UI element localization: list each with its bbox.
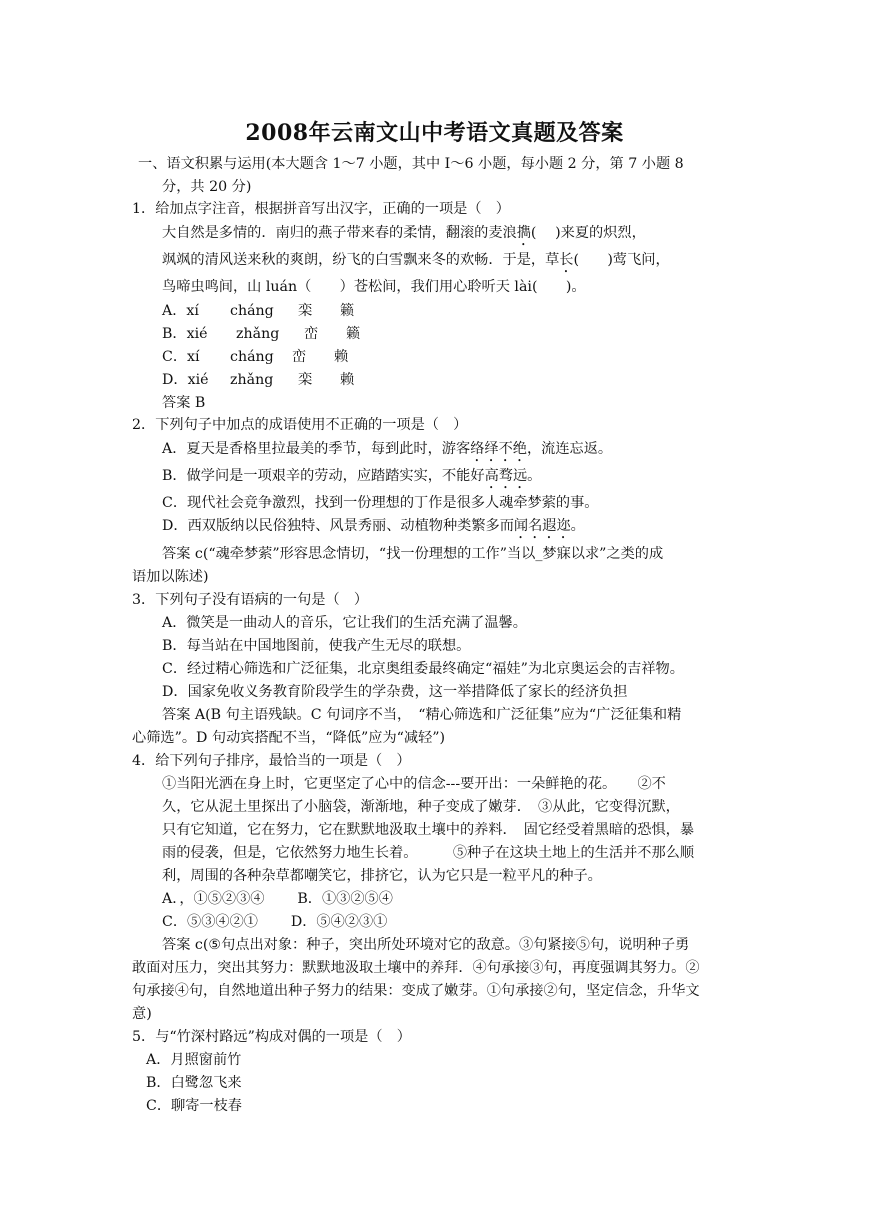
option-pinyin: zhǎng xyxy=(236,326,280,342)
q1-option-b xyxy=(162,325,360,343)
q4-passage-line: 利，周围的各种杂草都嘲笑它，排挤它，认为它只是一粒平凡的种子。 xyxy=(162,868,602,884)
option-letter: A．xí xyxy=(162,303,199,319)
q5-option-c: C．聊寄一枝春 xyxy=(146,1098,242,1114)
option-char: 籁 xyxy=(346,326,361,342)
q3-option-c: C．经过精心筛选和广泛征集，北京奥组委最终确定“福娃”为北京奥运会的吉祥物。 xyxy=(162,661,684,677)
q1-text: 大自然是多情的．南归的燕子带来春的柔情，翻滚的麦浪 xyxy=(162,225,517,241)
q1-answer: 答案 B xyxy=(162,395,206,411)
q4-passage-line: ①当阳光洒在身上时，它更坚定了心中的信念---要开出：一朵鲜艳的花。 ②不 xyxy=(162,776,666,792)
q4-passage-line: 只有它知道，它在努力，它在默默地汲取土壤中的养料． 固它经受着黑暗的恐惧，暴 xyxy=(162,822,695,838)
q2-text: D．西双版纳以民俗独特、风景秀丽、动植物种类繁多而 xyxy=(162,518,514,534)
option-pinyin: zhǎng xyxy=(230,372,274,388)
q4-answer: 答案 c(⑤句点出对象：种子，突出所处环境对它的敌意。③句紧接⑤句，说明种子勇 xyxy=(162,937,690,953)
option-char: 栾 xyxy=(298,372,313,388)
q1-passage-line xyxy=(162,224,646,249)
q1-passage-line xyxy=(162,251,670,276)
q2-answer: 答案 c(“魂牵梦萦”形容思念情切，“找一份理想的工作”当以_梦寐以求”之类的成 xyxy=(162,546,664,562)
q2-dotted-idiom: 闻名遐迩 xyxy=(513,518,571,534)
q5-option-a: A．月照窗前竹 xyxy=(146,1052,242,1068)
q2-option-d xyxy=(162,517,585,542)
q2-option-c: C．现代社会竞争激烈，找到一份理想的丁作是很多人魂牵梦萦的事。 xyxy=(162,495,599,511)
q1-text: 飒飒的清风送来秋的爽朗，纷飞的白雪飘来冬的欢畅．于是，草 xyxy=(162,252,560,268)
q1-option-d xyxy=(162,371,354,389)
q3-answer-cont: 心筛选”。D 句动宾搭配不当，“降低”应为“减轻”) xyxy=(132,730,446,746)
option-letter: B．xié xyxy=(162,326,208,342)
q2-text: 。 xyxy=(527,468,542,484)
q3-stem: 3．下列句子没有语病的一句是（ ） xyxy=(132,592,369,608)
section-heading: 一、语文积累与运用(本大题含 1～7 小题，其中 I～6 小题，每小题 2 分，第 7 小题 8 xyxy=(138,156,684,172)
q1-stem: 1．给加点字注音，根据拼音写出汉字，正确的一项是（ ） xyxy=(132,201,510,217)
q1-text: ( )莺飞问， xyxy=(573,252,670,268)
q1-text: ( )来夏的炽烈， xyxy=(530,225,646,241)
option-pinyin: cháng xyxy=(230,303,274,319)
page-title: 2008年云南文山中考语文真题及答案 xyxy=(245,120,624,146)
q1-dotted-char: 擕 xyxy=(516,225,531,241)
q2-dotted-idiom: 络绎不绝 xyxy=(470,441,527,457)
q2-text: A．夏天是香格里拉最美的季节，每到此时，游客 xyxy=(162,441,471,457)
q4-answer-cont: 意) xyxy=(132,1006,152,1022)
q3-option-b: B．每当站在中国地图前，使我产生无尽的联想。 xyxy=(162,638,471,654)
q4-options-ab: A．，①⑤②③④ B．①③②⑤④ xyxy=(162,891,393,907)
option-char: 峦 xyxy=(304,326,319,342)
q5-option-b: B．白鹭忽飞来 xyxy=(146,1075,242,1091)
q1-option-a xyxy=(162,302,354,320)
q5-stem: 5．与“竹深村路远”构成对偶的一项是（ ） xyxy=(132,1029,411,1045)
q1-dotted-char: 长 xyxy=(559,252,574,268)
option-letter: C．xí xyxy=(162,349,200,365)
option-char: 峦 xyxy=(292,349,307,365)
q3-option-a: A．微笑是一曲动人的音乐，它让我们的生活充满了温馨。 xyxy=(162,615,527,631)
q2-option-b xyxy=(162,467,541,492)
option-letter: D．xié xyxy=(162,372,209,388)
q4-passage-line: 雨的侵袭，但是，它依然努力地生长着。 ⑤种子在这块土地上的生活并不那么顺 xyxy=(162,845,695,861)
q3-option-d: D．国家免收义务教育阶段学生的学杂费，这一举措降低了家长的经济负担 xyxy=(162,684,628,700)
q4-stem: 4．给下列句子排序，最恰当的一项是（ ） xyxy=(132,753,411,769)
q4-options-cd: C．⑤③④②① D．⑤④②③① xyxy=(162,914,388,930)
q2-text: ，流连忘返。 xyxy=(526,441,613,457)
q2-text: B．做学问是一项艰辛的劳动，应踏踏实实，不能好 xyxy=(162,468,485,484)
q4-passage-line: 久，它从泥土里探出了小脑袋，渐渐地，种子变成了嫩芽． ③从此，它变得沉默， xyxy=(162,799,680,815)
option-char: 籁 xyxy=(340,303,355,319)
option-pinyin: cháng xyxy=(230,349,274,365)
q4-answer-cont: 句承接④句，自然地道出种子努力的结果：变成了嫩芽。①句承接②句，坚定信念，升华文 xyxy=(132,983,700,999)
option-char: 赖 xyxy=(340,372,355,388)
q1-passage-line: 鸟啼虫鸣间，山 luán（ ）苍松间，我们用心聆听天 lài( )。 xyxy=(162,279,586,295)
q4-answer-cont: 敢面对压力，突出其努力：默默地汲取土壤中的养拜．④句承接③句，再度强调其努力。② xyxy=(132,960,700,976)
q1-option-c xyxy=(162,348,348,366)
q2-text: 。 xyxy=(570,518,585,534)
option-char: 栾 xyxy=(298,303,313,319)
q2-answer-cont: 语加以陈述) xyxy=(132,569,209,585)
q2-dotted-idiom: 高骛远 xyxy=(484,468,528,484)
option-char: 赖 xyxy=(334,349,349,365)
q3-answer: 答案 A(B 句主语残缺。C 句词序不当， “精心筛选和广泛征集”应为“广泛征集和精 xyxy=(162,707,682,723)
q2-option-a xyxy=(162,440,612,465)
q2-stem: 2．下列句子中加点的成语使用不正确的一项是（ ） xyxy=(132,417,468,433)
section-heading-cont: 分，共 20 分) xyxy=(162,179,252,195)
